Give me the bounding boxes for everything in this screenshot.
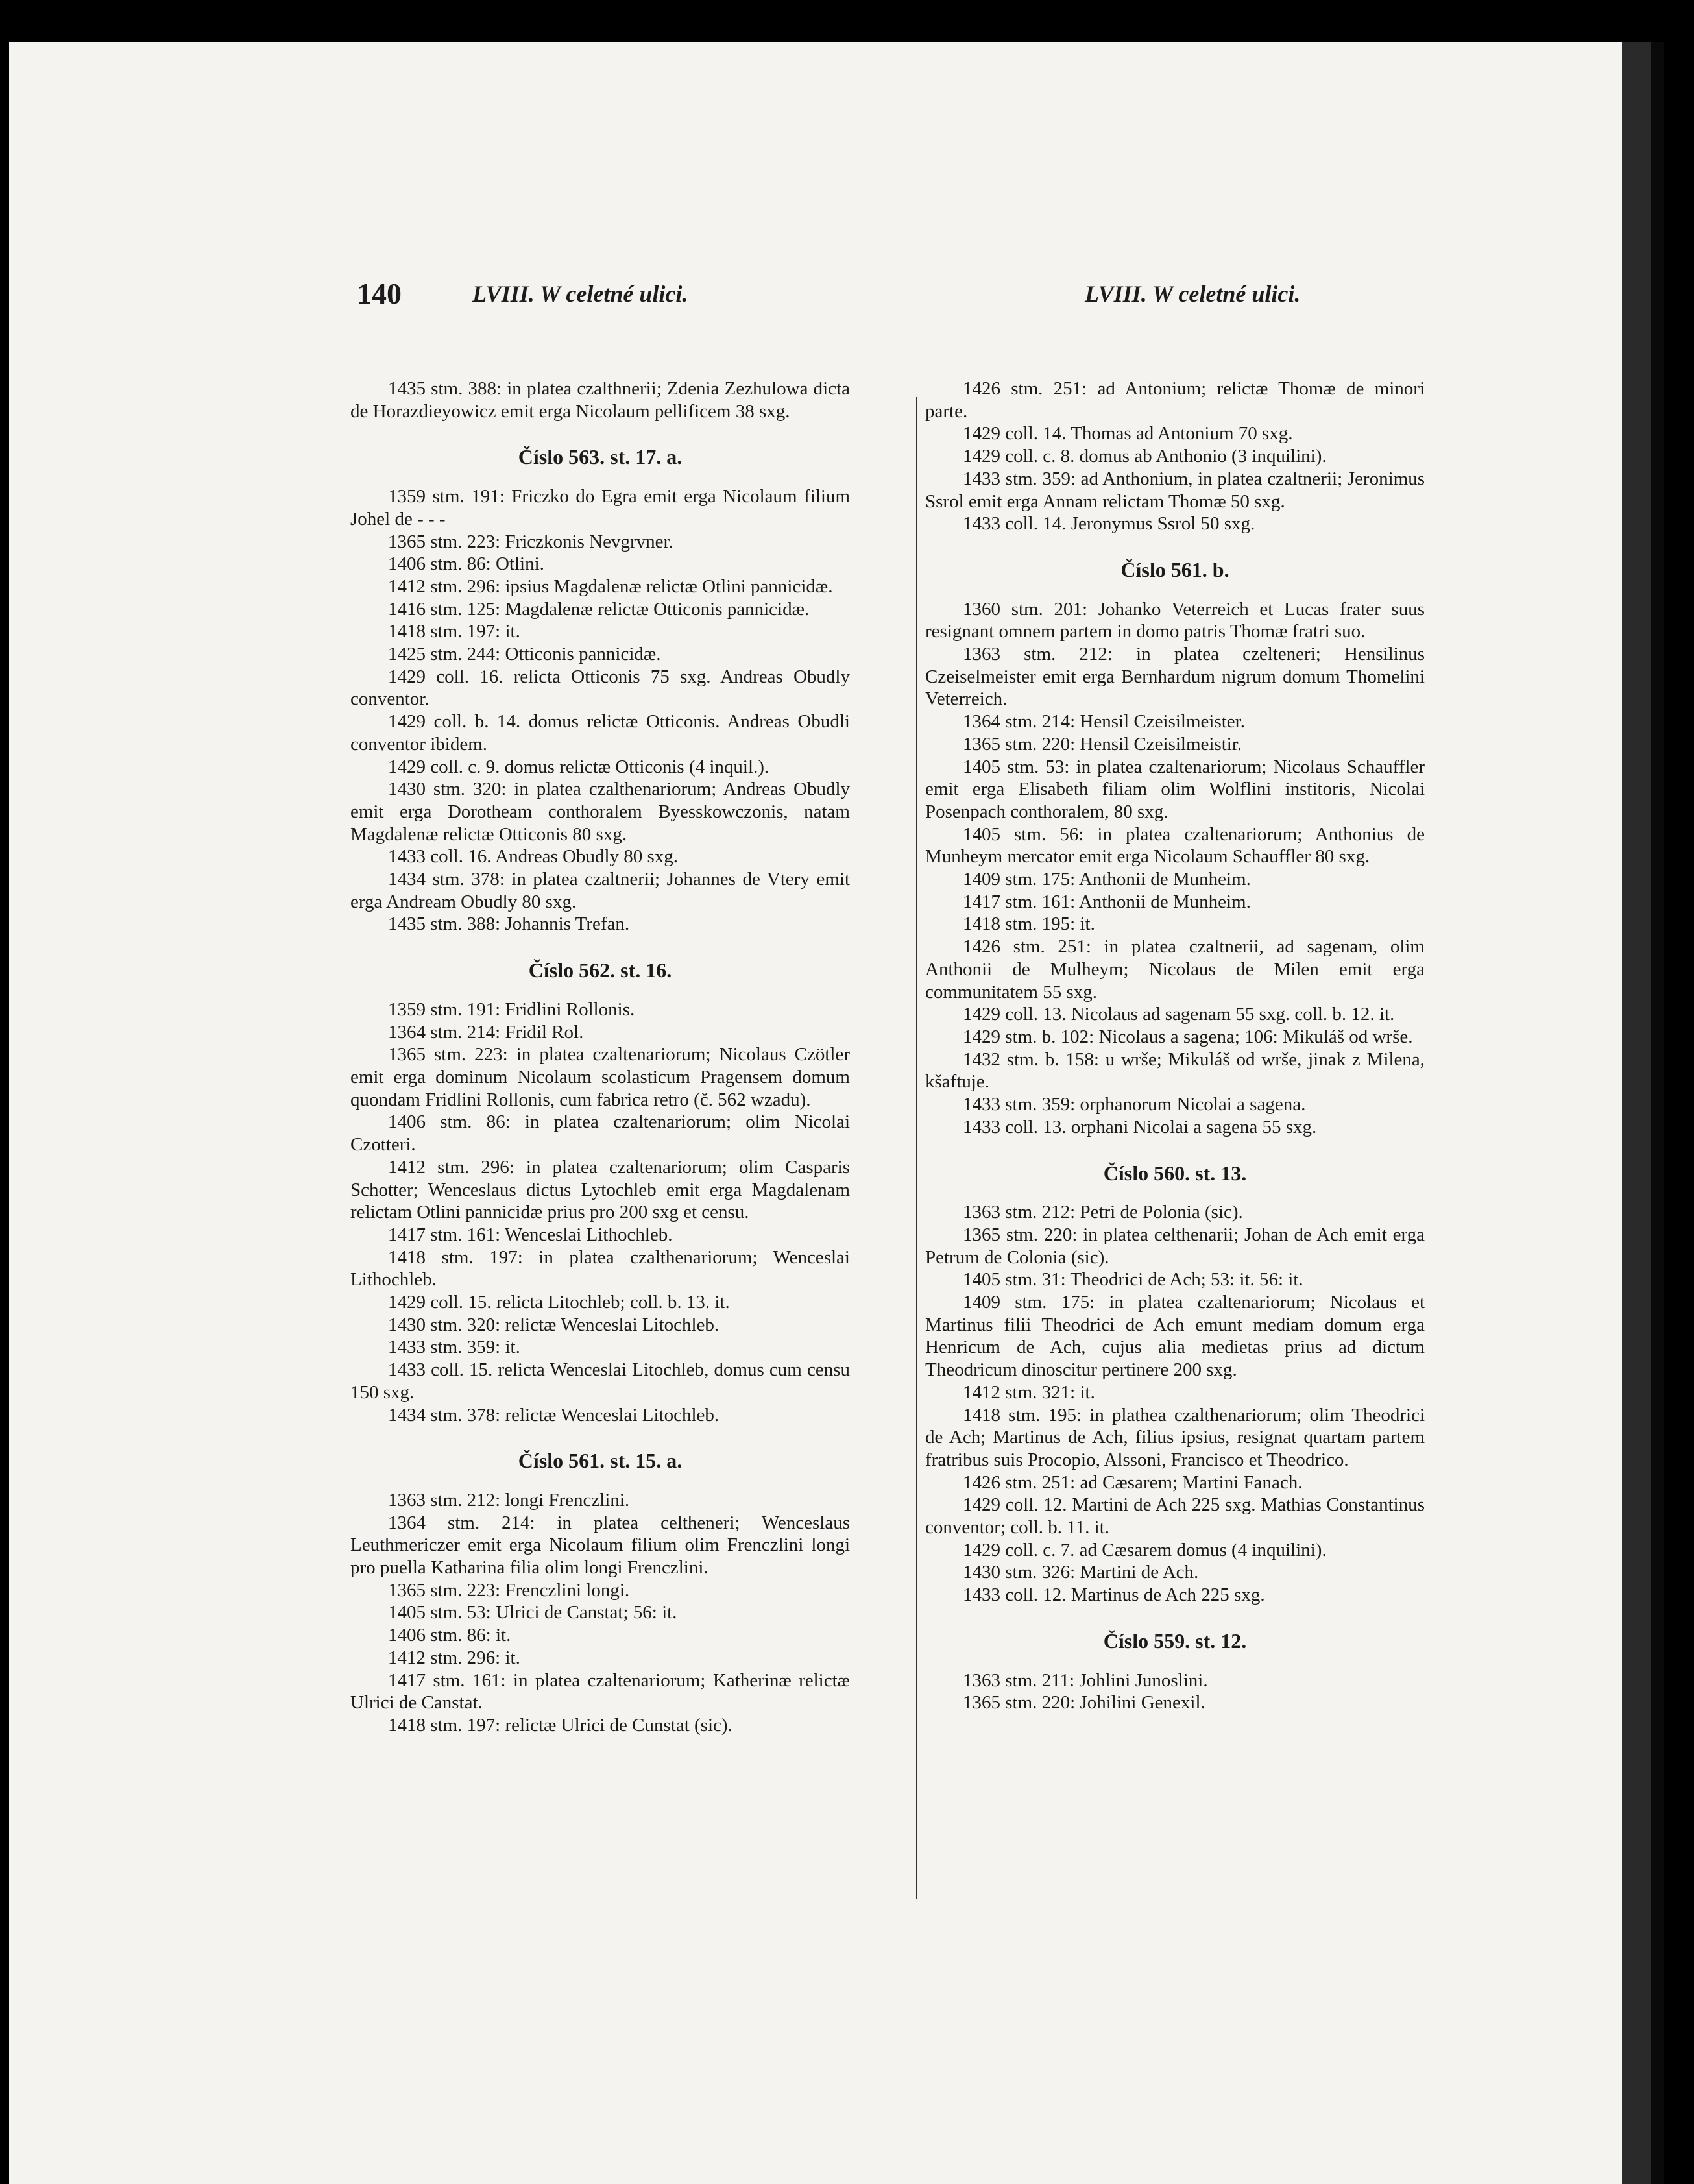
- record-entry: 1432 stm. b. 158: u wrše; Mikuláš od wrše, jinak z Milena, kšaftuje.: [925, 1049, 1425, 1093]
- record-entry: 1435 stm. 388: Johannis Trefan.: [388, 914, 630, 935]
- record-entry: 1433 coll. 13. orphani Nicolai a sagena 55 sxg.: [963, 1116, 1317, 1137]
- section-heading: Číslo 561. st. 15. a.: [518, 1449, 683, 1473]
- record-entry: 1418 stm. 197: relictæ Ulrici de Cunstat (sic).: [388, 1714, 732, 1736]
- section-heading: Číslo 559. st. 12.: [1103, 1629, 1247, 1653]
- section-heading: Číslo 562. st. 16.: [528, 958, 672, 982]
- record-entry: 1365 stm. 220: Johilini Genexil.: [963, 1692, 1205, 1714]
- record-entry: 1360 stm. 201: Johanko Veterreich et Lucas frater suus resignant omnem partem in domo patris Thomæ fratri suo.: [925, 598, 1425, 642]
- record-entry: 1429 coll. 15. relicta Litochleb; coll. b. 13. it.: [388, 1292, 730, 1313]
- record-entry: 1364 stm. 214: Hensil Czeisilmeister.: [963, 711, 1245, 733]
- record-entry: 1359 stm. 191: Friczko do Egra emit erga Nicolaum filium Johel de - - -: [350, 486, 850, 529]
- column-divider: [916, 397, 917, 1899]
- record-entry: 1433 coll. 16. Andreas Obudly 80 sxg.: [388, 846, 679, 868]
- record-entry: 1433 coll. 12. Martinus de Ach 225 sxg.: [963, 1584, 1265, 1606]
- record-entry: 1405 stm. 56: in platea czaltenariorum; Anthonius de Munheym mercator emit erga Nicolaum Schauffler 80 sxg.: [925, 823, 1425, 868]
- record-entry: 1365 stm. 223: in platea czaltenariorum; Nicolaus Czötler emit erga dominum Nicolaum scolasticum Pragensem domum quondam Fridlini Rollonis, cum fabrica retro (č. 562 wzadu).: [350, 1044, 850, 1110]
- record-entry: 1433 stm. 359: it.: [388, 1337, 520, 1358]
- left-column: [350, 378, 850, 1737]
- record-entry: 1412 stm. 296: ipsius Magdalenæ relictæ Otlini pannicidæ.: [388, 576, 833, 597]
- record-entry: 1406 stm. 86: it.: [388, 1625, 511, 1646]
- record-entry: 1429 coll. c. 7. ad Cæsarem domus (4 inquilini).: [963, 1539, 1327, 1560]
- record-entry: 1405 stm. 53: in platea czaltenariorum; Nicolaus Schauffler emit erga Elisabeth filiam olim Wolflini institoris, Nicolai Posenpach conthoralem, 80 sxg.: [925, 756, 1425, 822]
- record-entry: 1409 stm. 175: Anthonii de Munheim.: [963, 869, 1251, 890]
- record-entry: 1412 stm. 296: in platea czaltenariorum; olim Casparis Schotter; Wenceslaus dictus Lytochleb emit erga Magdalenam relictam Otlini pannicidæ prius pro 200 sxg et censu.: [350, 1156, 850, 1223]
- record-entry: 1417 stm. 161: Anthonii de Munheim.: [963, 891, 1251, 912]
- record-entry: 1426 stm. 251: in platea czaltnerii, ad sagenam, olim Anthonii de Mulheym; Nicolaus de Milen emit erga communitatem 55 sxg.: [925, 936, 1425, 1002]
- record-entry: 1418 stm. 197: in platea czalthenariorum; Wenceslai Lithochleb.: [350, 1246, 850, 1291]
- record-entry: 1363 stm. 212: longi Frenczlini.: [388, 1489, 630, 1511]
- record-entry: 1433 coll. 14. Jeronymus Ssrol 50 sxg.: [963, 513, 1255, 535]
- running-head-right: LVIII. W celetné ulici.: [1085, 281, 1301, 307]
- record-entry: 1434 stm. 378: relictæ Wenceslai Litochleb.: [388, 1404, 720, 1426]
- section-heading: Číslo 563. st. 17. a.: [518, 445, 683, 469]
- record-entry: 1429 stm. b. 102: Nicolaus a sagena; 106: Mikuláš od wrše.: [963, 1026, 1413, 1047]
- page-edge-dark: [1651, 42, 1664, 2184]
- record-entry: 1433 stm. 359: ad Anthonium, in platea czaltnerii; Jeronimus Ssrol emit erga Annam relictam Thomæ 50 sxg.: [925, 468, 1425, 512]
- record-entry: 1430 stm. 320: in platea czalthenariorum; Andreas Obudly emit erga Dorotheam conthoralem Byesskowczonis, natam Magdalenæ relictæ Otticonis 80 sxg.: [350, 779, 850, 845]
- record-entry: 1429 coll. c. 8. domus ab Anthonio (3 inquilini).: [963, 446, 1327, 467]
- record-entry: 1409 stm. 175: in platea czaltenariorum; Nicolaus et Martinus filii Theodrici de Ach emunt mediam domum erga Henricum de Ach, cujus alia medietas prius ad dictum Theodricum dinoscitur pertinere 200 sxg.: [925, 1292, 1425, 1381]
- record-entry: 1418 stm. 195: it.: [963, 914, 1095, 935]
- record-entry: 1359 stm. 191: Fridlini Rollonis.: [388, 999, 635, 1020]
- record-entry: 1417 stm. 161: Wenceslai Lithochleb.: [388, 1224, 673, 1245]
- record-entry: 1363 stm. 212: Petri de Polonia (sic).: [963, 1202, 1243, 1223]
- record-entry: 1363 stm. 212: in platea czelteneri; Hensilinus Czeiselmeister emit erga Bernhardum nigrum domum Thomelini Veterreich.: [925, 644, 1425, 710]
- section-heading: Číslo 561. b.: [1120, 557, 1229, 581]
- record-entry: 1429 coll. 12. Martini de Ach 225 sxg. Mathias Constantinus conventor; coll. b. 11. it.: [925, 1494, 1425, 1538]
- record-entry: 1412 stm. 296: it.: [388, 1647, 520, 1668]
- record-entry: 1433 coll. 15. relicta Wenceslai Litochleb, domus cum censu 150 sxg.: [350, 1359, 850, 1403]
- record-entry: 1429 coll. b. 14. domus relictæ Otticonis. Andreas Obudli conventor ibidem.: [350, 711, 850, 755]
- record-entry: 1429 coll. c. 9. domus relictæ Otticonis (4 inquil.).: [388, 756, 769, 777]
- record-entry: 1430 stm. 320: relictæ Wenceslai Litochleb.: [388, 1314, 720, 1335]
- record-entry: 1406 stm. 86: in platea czaltenariorum; olim Nicolai Czotteri.: [350, 1111, 850, 1156]
- page-number: 140: [357, 277, 402, 310]
- document-page: [9, 42, 1664, 2184]
- record-entry: 1429 coll. 13. Nicolaus ad sagenam 55 sxg. coll. b. 12. it.: [963, 1004, 1395, 1025]
- record-entry: 1434 stm. 378: in platea czaltnerii; Johannes de Vtery emit erga Andream Obudly 80 sxg.: [350, 869, 850, 912]
- record-entry: 1433 stm. 359: orphanorum Nicolai a sagena.: [963, 1094, 1306, 1115]
- record-entry: 1365 stm. 223: Frenczlini longi.: [388, 1579, 630, 1601]
- record-entry: 1405 stm. 53: Ulrici de Canstat; 56: it.: [388, 1602, 677, 1623]
- record-entry: 1418 stm. 197: it.: [388, 621, 520, 642]
- record-entry: 1412 stm. 321: it.: [963, 1381, 1095, 1403]
- record-entry: 1426 stm. 251: ad Antonium; relictæ Thomæ de minori parte.: [925, 378, 1425, 422]
- record-entry: 1364 stm. 214: Fridil Rol.: [388, 1021, 584, 1043]
- record-entry: 1425 stm. 244: Otticonis pannicidæ.: [388, 644, 661, 665]
- record-entry: 1405 stm. 31: Theodrici de Ach; 53: it. 56: it.: [963, 1269, 1303, 1291]
- record-entry: 1418 stm. 195: in plathea czalthenariorum; olim Theodrici de Ach; Martinus de Ach, filius ipsius, resignat quartam partem fratribus suis Procopio, Alssoni, Francisco et Theodrico.: [925, 1404, 1425, 1470]
- record-entry: 1365 stm. 223: Friczkonis Nevgrvner.: [388, 531, 673, 552]
- section-heading: Číslo 560. st. 13.: [1103, 1161, 1247, 1185]
- record-entry: 1429 coll. 14. Thomas ad Antonium 70 sxg.: [963, 423, 1293, 444]
- record-entry: 1435 stm. 388: in platea czalthnerii; Zdenia Zezhulowa dicta de Horazdieyowicz emit erga Nicolaum pellificem 38 sxg.: [350, 378, 850, 422]
- record-entry: 1429 coll. 16. relicta Otticonis 75 sxg. Andreas Obudly conventor.: [350, 666, 850, 710]
- record-entry: 1363 stm. 211: Johlini Junoslini.: [963, 1669, 1208, 1691]
- record-entry: 1416 stm. 125: Magdalenæ relictæ Otticonis pannicidæ.: [388, 598, 810, 620]
- record-entry: 1430 stm. 326: Martini de Ach.: [963, 1562, 1199, 1583]
- record-entry: 1406 stm. 86: Otlini.: [388, 553, 544, 575]
- record-entry: 1364 stm. 214: in platea celtheneri; Wenceslaus Leuthmericzer emit erga Nicolaum filium olim Frenczlini longi pro puella Katharina filia olim longi Frenczlini.: [350, 1512, 850, 1579]
- right-column: [925, 378, 1425, 1714]
- record-entry: 1426 stm. 251: ad Cæsarem; Martini Fanach.: [963, 1472, 1303, 1493]
- record-entry: 1417 stm. 161: in platea czaltenariorum; Katherinæ relictæ Ulrici de Canstat.: [350, 1669, 850, 1714]
- record-entry: 1365 stm. 220: Hensil Czeisilmeistir.: [963, 733, 1242, 755]
- running-head-left: LVIII. W celetné ulici.: [472, 281, 688, 307]
- page-header: [9, 276, 1664, 328]
- record-entry: 1365 stm. 220: in platea celthenarii; Johan de Ach emit erga Petrum de Colonia (sic).: [925, 1224, 1425, 1268]
